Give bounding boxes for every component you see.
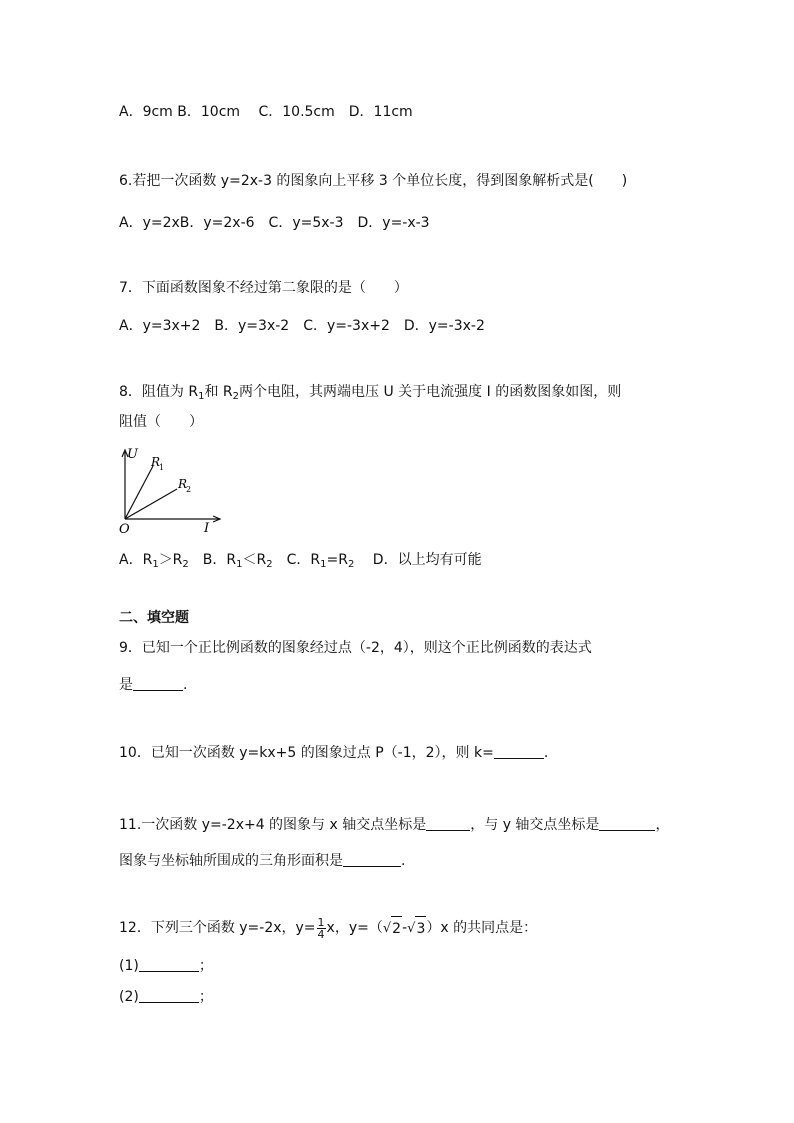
q12-fraction bbox=[317, 917, 326, 940]
q10-question bbox=[119, 743, 548, 763]
sqrt-icon: √ bbox=[382, 921, 392, 936]
q11-text-d: 图象与坐标轴所围成的三角形面积是 bbox=[119, 853, 343, 869]
q12-frac-num: 1 bbox=[317, 915, 325, 929]
q12-item2-end: ； bbox=[198, 989, 213, 1005]
q6-question: 6.若把一次函数 y=2x-3 的图象向上平移 3 个单位长度，得到图象解析式是( ) bbox=[119, 173, 628, 189]
q8-opt-a: A．R bbox=[119, 552, 153, 568]
q11-text-e: . bbox=[401, 853, 406, 869]
q7-question: 7．下面函数图象不经过第二象限的是（ ） bbox=[119, 280, 408, 296]
q8-opt-c: C．R bbox=[272, 552, 321, 568]
q8-opt-c-sub2: 2 bbox=[347, 559, 355, 570]
q8-text-a: 8．阻值为 R bbox=[119, 384, 199, 400]
q10-pre: 10．已知一次函数 y=kx+5 的图象过点 P（-1，2），则 k= bbox=[119, 745, 494, 761]
q8-opt-a-sub2: 2 bbox=[182, 559, 189, 570]
q11-y-intercept-blank[interactable] bbox=[599, 816, 655, 831]
i-axis-label: I bbox=[204, 521, 210, 536]
q11-x-intercept-blank[interactable] bbox=[426, 816, 470, 831]
q8-opt-b: B．R bbox=[188, 552, 237, 568]
q8-text-c: 两个电阻，其两端电压 U 关于电流强度 I 的函数图象如图，则 bbox=[239, 384, 622, 400]
q9-pre: 是 bbox=[119, 677, 133, 693]
q9-line1: 9．已知一个正比例函数的图象经过点（-2，4），则这个正比例函数的表达式 bbox=[119, 640, 592, 656]
sqrt-icon: √ bbox=[407, 921, 416, 936]
q12-item1 bbox=[119, 956, 213, 976]
q8-opt-b-sub1: 1 bbox=[236, 559, 243, 570]
q8-sub1: 1 bbox=[198, 391, 205, 402]
u-axis-label: U bbox=[127, 447, 138, 462]
q11-text-b: ，与 y 轴交点坐标是 bbox=[470, 817, 600, 833]
q12-pre: 12．下列三个函数 y=-2x，y= bbox=[119, 920, 316, 936]
q10-post: . bbox=[543, 745, 549, 761]
q8-voltage-current-graph bbox=[115, 444, 230, 536]
q11-text-c: ， bbox=[655, 817, 670, 833]
q8-opt-c-op: =R bbox=[326, 552, 348, 568]
q12-sqrt3 bbox=[407, 916, 426, 941]
r2-label: R bbox=[178, 477, 188, 491]
q5-options: A．9cm B．10cm C．10.5cm D．11cm bbox=[119, 104, 413, 120]
q8-question-line2: 阻值（ ） bbox=[119, 414, 203, 430]
q12-frac-den: 4 bbox=[317, 927, 325, 941]
q8-options bbox=[119, 550, 482, 575]
q11-line1 bbox=[119, 815, 669, 835]
q9-answer-blank[interactable] bbox=[133, 676, 183, 691]
q8-opt-a-op: ＞R bbox=[158, 552, 183, 568]
q8-opt-c-sub1: 1 bbox=[320, 559, 327, 570]
q12-item2 bbox=[119, 987, 213, 1007]
q12-question bbox=[119, 916, 537, 941]
q9-post: . bbox=[183, 677, 188, 693]
q10-answer-blank[interactable] bbox=[494, 744, 544, 759]
q11-line2 bbox=[119, 851, 405, 871]
q12-minus: - bbox=[402, 920, 408, 936]
q11-text-a: 11.一次函数 y=-2x+4 的图象与 x 轴交点坐标是 bbox=[119, 817, 427, 833]
q7-options: A．y=3x+2 B．y=3x-2 C．y=-3x+2 D．y=-3x-2 bbox=[119, 318, 485, 334]
q8-question-line1 bbox=[119, 382, 621, 407]
r1-label-sub: 1 bbox=[159, 463, 165, 472]
q6-options: A．y=2xB．y=2x-6 C．y=5x-3 D．y=-x-3 bbox=[119, 215, 430, 231]
q12-sqrt3-value: 3 bbox=[415, 916, 426, 941]
q12-sqrt2-value: 2 bbox=[391, 916, 402, 941]
q12-item2-label: (2) bbox=[119, 989, 139, 1005]
q12-sqrt2 bbox=[383, 916, 402, 941]
q12-item1-blank[interactable] bbox=[139, 957, 199, 972]
q8-sub2: 2 bbox=[232, 391, 240, 402]
r2-label-sub: 2 bbox=[186, 485, 192, 494]
q8-opt-b-op: ＜R bbox=[242, 552, 267, 568]
q8-opt-d: D．以上均有可能 bbox=[354, 552, 482, 568]
r1-label: R bbox=[151, 455, 161, 469]
q8-opt-a-sub1: 1 bbox=[152, 559, 159, 570]
section-title-fill-in: 二、填空题 bbox=[119, 610, 189, 626]
q12-item1-end: ； bbox=[198, 958, 213, 974]
q11-area-blank[interactable] bbox=[343, 852, 401, 867]
q12-mid: x，y=（ bbox=[326, 920, 383, 936]
q8-opt-b-sub2: 2 bbox=[266, 559, 273, 570]
q9-line2 bbox=[119, 675, 187, 695]
q12-item1-label: (1) bbox=[119, 958, 139, 974]
q8-text-b: 和 R bbox=[204, 384, 233, 400]
q12-post: ）x 的共同点是： bbox=[426, 920, 538, 936]
q12-item2-blank[interactable] bbox=[139, 988, 199, 1003]
origin-label: O bbox=[119, 522, 130, 536]
